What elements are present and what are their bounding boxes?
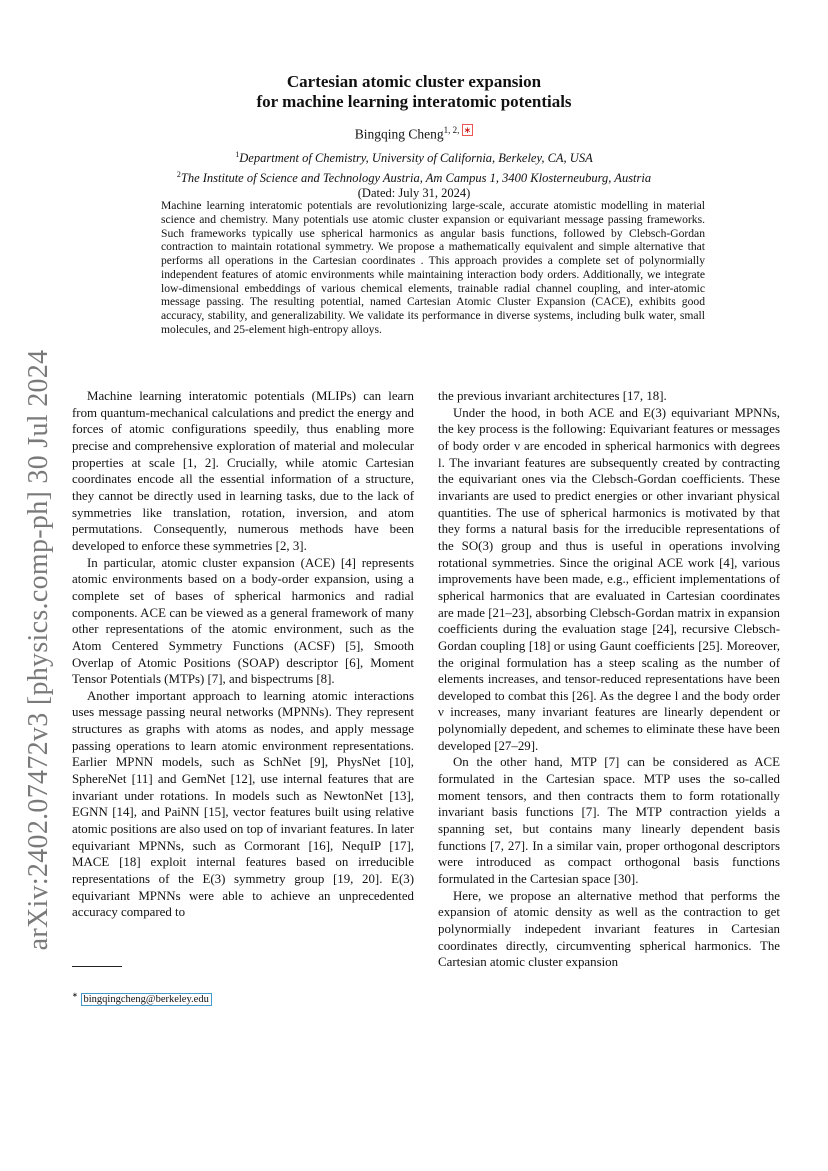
- paper-title: [0, 72, 828, 112]
- author-affiliation-marks: 1, 2,: [443, 125, 462, 135]
- paragraph: On the other hand, MTP [7] can be considered as ACE formulated in the Cartesian space. MTP uses the so-called moment tensors, and then contracts them to form rotationally invariant basis functions [7]. The MTP contraction yields a spanning set, but contains many linearly dependent basis functions [7, 27]. In a similar vain, proper orthogonal descriptors were introduced as compact orthogonal basis functions formulated in the Cartesian space [30].: [438, 755, 780, 887]
- paragraph: In particular, atomic cluster expansion (ACE) [4] represents atomic environments based on a body-order expansion, using a complete set of bases of spherical harmonics and radial components. ACE can be viewed as a general framework of many other representations of the atomic environment, such as the Atom Centered Symmetry Functions (ACSF) [5], Smooth Overlap of Atomic Positions (SOAP) descriptor [6], Moment Tensor Potentials (MTPs) [7], and bispectrums [8].: [72, 555, 414, 687]
- affiliation-2-mark: 2: [176, 169, 181, 179]
- arxiv-identifier-text: arXiv:2402.07472v3 [physics.comp-ph] 30 Jul 2024: [23, 349, 54, 951]
- paragraph: Another important approach to learning atomic interactions uses message passing neural networks (MPNNs). They represent structures as graphs with atoms as nodes, and apply message passing operations to learn atomic environment representations. Earlier MPNN models, such as SchNet [9], PhysNet [10], SphereNet [11] and GemNet [12], use internal features that are invariant under rotations. In models such as NewtonNet [13], EGNN [14], and PaiNN [15], vector features built using relative atomic positions are also used on top of invariant features. In later equivariant MPNNs, such as Cormorant [16], NequIP [17], MACE [18] exploit internal features based on irreducible representations of the E(3) symmetry group [19, 20]. E(3) equivariant MPNNs were able to achieve an unprecedented accuracy compared to: [72, 688, 414, 920]
- paragraph: the previous invariant architectures [17, 18].: [438, 389, 667, 403]
- paragraph: Machine learning interatomic potentials (MLIPs) can learn from quantum-mechanical calculations and predict the energy and forces of atomic configurations speedily, thus enabling more precise and comprehensive exploration of material and molecular properties at scale [1, 2]. Crucially, while atomic Cartesian coordinates encode all the essential information of a structure, they cannot be directly used in learning tasks, due to the lack of symmetries like translation, rotation, inversion, and atom permutations. Consequently, numerous methods have been developed to enforce these symmetries [2, 3].: [72, 389, 414, 553]
- dated-line: (Dated: July 31, 2024): [357, 186, 471, 201]
- author-line: [0, 125, 828, 143]
- footnote-mark: ∗: [72, 991, 78, 999]
- affiliation-1-mark: 1: [235, 150, 240, 159]
- affiliation-1: [0, 147, 828, 167]
- paper-title-line-1: Cartesian atomic cluster expansion: [286, 72, 542, 91]
- body-column-right: [438, 388, 780, 971]
- body-column-left: [72, 388, 414, 921]
- paragraph: Under the hood, in both ACE and E(3) equivariant MPNNs, the key process is the following: Equivariant features or messages of body order ν are encoded in spherical harmonics with degrees l. The invariant features are subsequently created by contracting the equivariant ones via the Clebsch-Gordan coefficients. These invariants are used to predict energies or other invariant physical quantities. The use of spherical harmonics is motivated by that they forms a natural basis for the irreducible representations of the SO(3) group and thus is useful in operations involving rotational symmetries. Since the original ACE work [4], various improvements have been made, e.g., efficient implementations of spherical harmonics that are evaluated in Cartesian coordinates are made [21–23], absorbing Clebsch-Gordan matrix in expansion coefficients during the evaluation stage [24], recursive Clebsch-Gordan coupling [18] or using Gaunt coefficients [25]. Moreover, the original formulation has a steep scaling as the number of elements increases, and tensor-reduced representations have been developed to combat this [26]. As the degree l and the body order ν increases, many invariant features are linearly dependent or polynomially depedent, and schemes to eliminate these have been developed [27–29].: [438, 405, 780, 753]
- paper-title-line-2: for machine learning interatomic potentials: [256, 92, 572, 111]
- author-name: Bingqing Cheng: [354, 126, 444, 142]
- affiliation-2: [0, 167, 828, 187]
- affiliation-1-text: Department of Chemistry, University of California, Berkeley, CA, USA: [239, 151, 593, 166]
- email-link[interactable]: bingqingcheng@berkeley.edu: [81, 993, 212, 1006]
- footnote: [72, 991, 212, 1005]
- arxiv-identifier-stamp: [14, 320, 64, 980]
- abstract: Machine learning interatomic potentials are revolutionizing large-scale, accurate atomistic modelling in material science and chemistry. Many potentials use atomic cluster expansion or equivariant message passing frameworks. Such frameworks typically use spherical harmonics as angular basis functions, followed by Clebsch-Gordan contraction to maintain rotational symmetry. We propose a mathematically equivalent and simple alternative that performs all operations in the Cartesian coordinates . This approach provides a complete set of polynormially independent features of atomic environments while maintaining interaction body orders. Additionally, we integrate low-dimensional embeddings of various chemical elements, trainable radial channel coupling, and inter-atomic message passing. The resulting potential, named Cartesian Atomic Cluster Expansion (CACE), exhibits good accuracy, stability, and generalizability. We validate its performance in diverse systems, including bulk water, small molecules, and 25-element high-entropy alloys.: [161, 199, 705, 336]
- author-footnote-link[interactable]: ∗: [463, 125, 472, 135]
- footnote-rule: [72, 966, 122, 967]
- affiliations: [0, 147, 828, 202]
- paragraph: Here, we propose an alternative method that performs the expansion of atomic density as well as the contraction to get polynormially indepedent invariant features in Cartesian coordinates directly, circumventing spherical harmonics. The Cartesian atomic cluster expansion: [438, 888, 780, 970]
- affiliation-2-text: The Institute of Science and Technology Austria, Am Campus 1, 3400 Klosterneuburg, Austria: [180, 170, 652, 185]
